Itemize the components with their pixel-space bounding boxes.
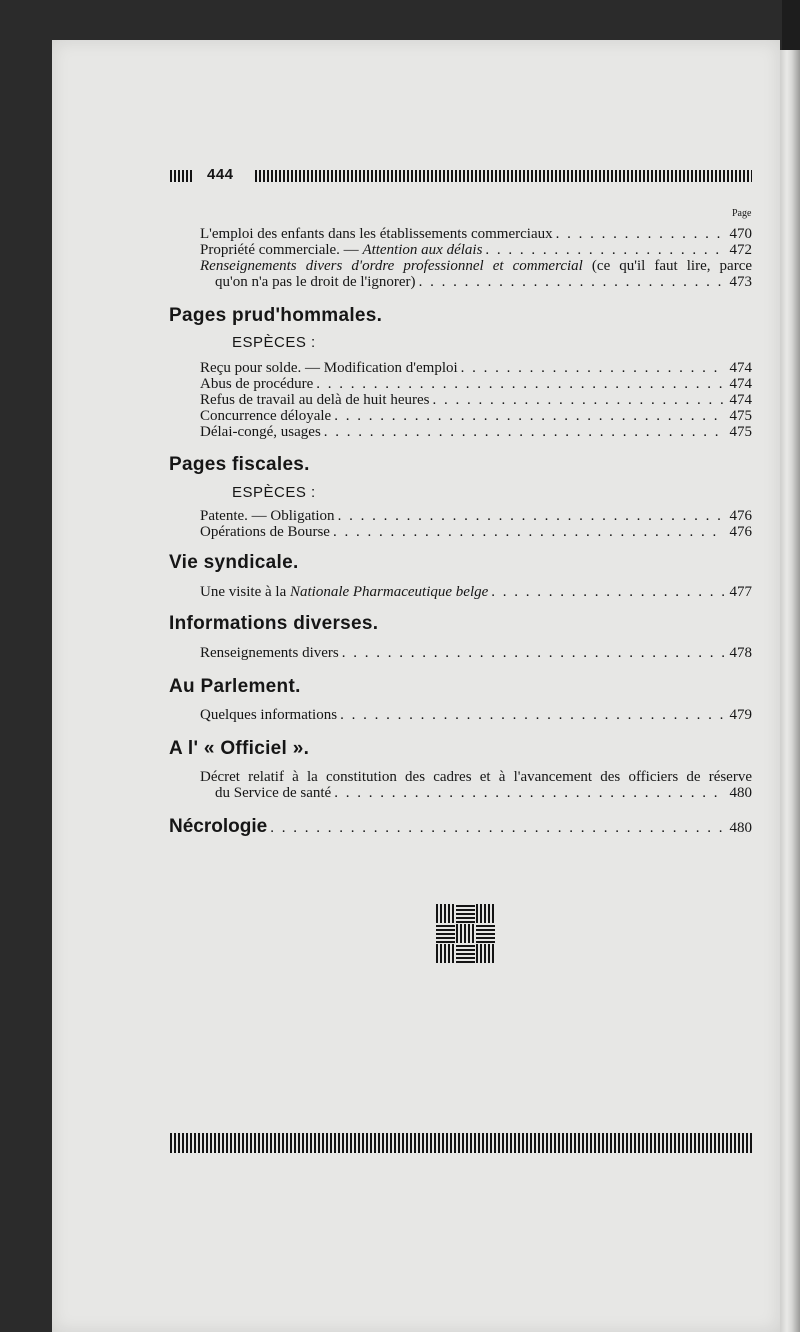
header-left-bars (170, 170, 192, 182)
toc-entry-page: 478 (729, 645, 752, 661)
header-rule-bars (255, 170, 752, 182)
toc-entry (215, 274, 752, 290)
toc-entry-page: 480 (729, 820, 752, 836)
toc-entry-label: Délai-congé, usages (200, 424, 321, 440)
leader-dots (556, 226, 725, 242)
toc-entry-label (200, 584, 488, 600)
toc-entry-page: 476 (729, 524, 752, 540)
leader-dots (316, 376, 725, 392)
leader-dots (491, 584, 725, 600)
toc-entry-page: 476 (729, 508, 752, 524)
toc-entry (215, 785, 752, 801)
toc-entry (200, 392, 752, 408)
toc-entry-label-plain: (ce qu'il faut lire, parce (582, 258, 753, 274)
toc-entry (200, 508, 752, 524)
section-subtitle: ESPÈCES : (232, 484, 316, 501)
section-title: A l' « Officiel ». (169, 738, 310, 759)
toc-entry-page: 475 (729, 424, 752, 440)
toc-entry (200, 584, 752, 600)
toc-entry-label-italic: Attention aux délais (362, 242, 483, 258)
leader-dots (485, 242, 725, 258)
toc-entry-label-plain: Propriété commerciale. — (200, 242, 363, 258)
toc-entry-page: 470 (729, 226, 752, 242)
toc-entry-page: 474 (729, 392, 752, 408)
toc-entry-page: 474 (729, 360, 752, 376)
toc-entry-label: Renseignements divers (200, 645, 339, 661)
leader-dots (433, 392, 726, 408)
toc-entry (200, 707, 752, 723)
toc-entry-label-italic: Renseignements divers d'ordre professionnel et commercial (200, 258, 583, 274)
toc-entry (200, 360, 752, 376)
toc-entry (200, 242, 752, 258)
toc-entry-label: Quelques informations (200, 707, 338, 723)
leader-dots (324, 424, 725, 440)
toc-entry (200, 376, 752, 392)
toc-entry (200, 645, 752, 661)
section-title: Nécrologie (169, 816, 268, 837)
section-title: Vie syndicale. (169, 552, 299, 573)
leader-dots (419, 274, 725, 290)
toc-entry-label-italic: Nationale Pharmaceutique belge (289, 584, 489, 600)
section-title: Pages fiscales. (169, 454, 310, 475)
toc-entry-page: 480 (729, 785, 752, 801)
section-title: Informations diverses. (169, 613, 379, 634)
footer-rule-bars (170, 1133, 752, 1153)
toc-entry-page: 473 (729, 274, 752, 290)
toc-entry (200, 524, 752, 540)
toc-entry-label (200, 242, 482, 258)
leader-dots (334, 785, 725, 801)
toc-entry-page: 479 (729, 707, 752, 723)
toc-entry-label: Refus de travail au delà de huit heures (200, 392, 430, 408)
page-column-label: Page (732, 208, 752, 219)
page-number: 444 (207, 166, 234, 183)
toc-entry-label: L'emploi des enfants dans les établissements commerciaux (200, 226, 553, 242)
section-title: Pages prud'hommales. (169, 305, 383, 326)
toc-entry-label: Patente. — Obligation (200, 508, 335, 524)
leader-dots (342, 645, 725, 661)
toc-entry-label-plain: Une visite à la (200, 584, 290, 600)
toc-entry (200, 424, 752, 440)
section-subtitle: ESPÈCES : (232, 334, 316, 351)
leader-dots (270, 820, 726, 837)
toc-entry-necrologie (169, 816, 752, 838)
toc-entry-label: du Service de santé (215, 785, 332, 801)
toc-entry (200, 408, 752, 424)
toc-entry-page: 477 (729, 584, 752, 600)
toc-entry-label: Abus de procédure (200, 376, 314, 392)
leader-dots (461, 360, 725, 376)
leader-dots (334, 408, 725, 424)
leader-dots (333, 524, 725, 540)
leader-dots (338, 508, 725, 524)
toc-entry-label: Opérations de Bourse (200, 524, 330, 540)
page-edge (780, 50, 800, 1332)
toc-entry-label: Concurrence déloyale (200, 408, 332, 424)
toc-entry (200, 226, 752, 242)
toc-entry-label: Reçu pour solde. — Modification d'emploi (200, 360, 458, 376)
printer-ornament (436, 904, 496, 964)
leader-dots (340, 707, 725, 723)
toc-entry-line1: Décret relatif à la constitution des cadres et à l'avancement des officiers de réserve (200, 769, 752, 785)
toc-entry-page: 474 (729, 376, 752, 392)
toc-entry-line1 (200, 258, 752, 274)
toc-entry-label: qu'on n'a pas le droit de l'ignorer) (215, 274, 416, 290)
section-title: Au Parlement. (169, 676, 301, 697)
toc-entry-page: 472 (729, 242, 752, 258)
scan-background (782, 0, 800, 50)
toc-entry-page: 475 (729, 408, 752, 424)
